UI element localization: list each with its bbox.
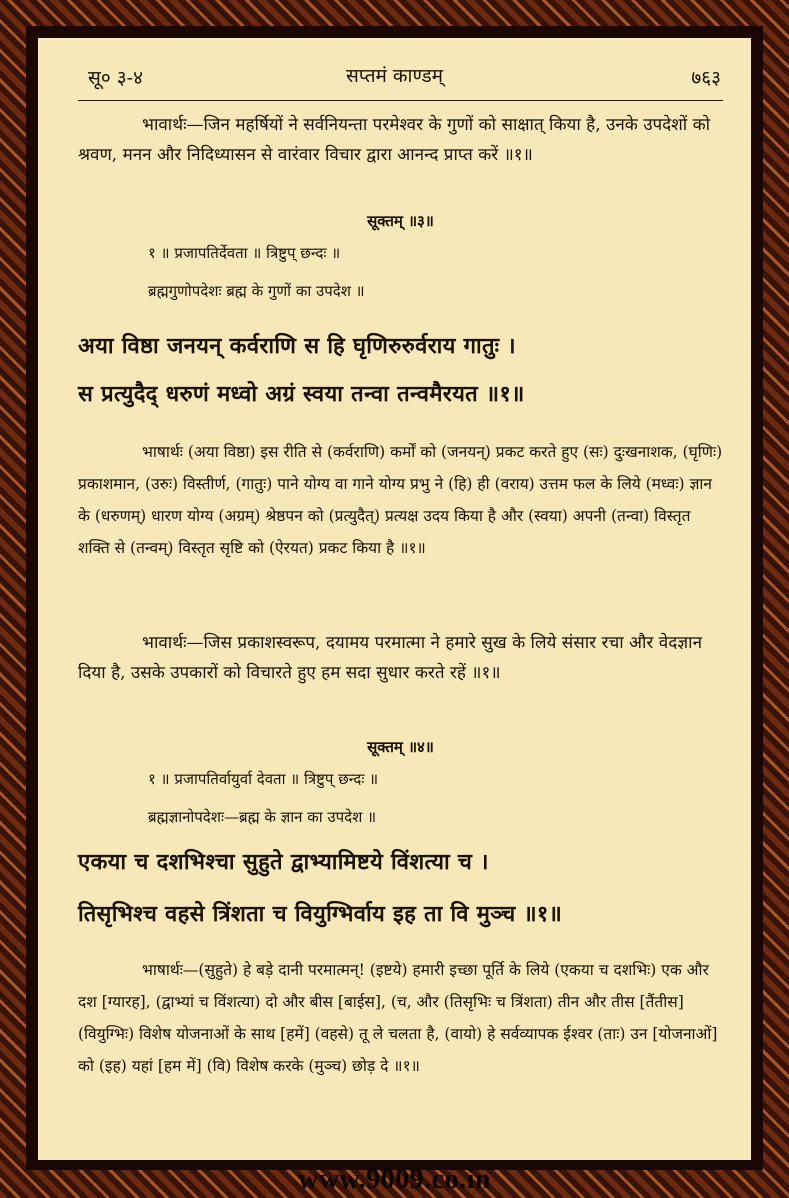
bhavartha-previous: भावार्थः—जिन महर्षियों ने सर्वनियन्ता परमेश्वर के गुणों को साक्षात् किया है, उनके उपदेशों को श्रवण, मनन और निदिध्यासन से वारंवार विचार द्वारा आनन्द प्राप्त करें ॥१॥ xyxy=(78,115,711,165)
sukta-3-upadesh: ब्रह्मगुणोपदेशः ब्रह्म के गुणों का उपदेश ॥ xyxy=(148,282,365,300)
site-logo[interactable]: www.9009.co.in xyxy=(298,1164,491,1195)
document-page xyxy=(38,38,751,1160)
sukta-4-devata: १ ॥ प्रजापतिर्वायुर्वा देवता ॥ त्रिष्टुप् छन्दः ॥ xyxy=(148,770,379,788)
sukta-3-mantra-line-2: स प्रत्युदैद् धरुणं मध्वो अग्रं स्वया तन्वा तन्वमैरयत ॥१॥ xyxy=(78,381,525,407)
sukta-4-title: सूक्तम् ॥४॥ xyxy=(367,738,434,756)
header-page-number: ७६३ xyxy=(691,67,721,89)
header-rule xyxy=(78,100,723,101)
header-sutra-range: सू० ३-४ xyxy=(88,67,143,89)
sukta-4-bhashartha: भाषार्थः—(सुहुते) हे बड़े दानी परमात्मन्! (इष्टये) हमारी इच्छा पूर्ति के लिये (एकया च दशभिः) एक और दश [ग्यारह], (द्वाभ्यां च विंशत्या) दो और बीस [बाईस], (च, और (तिसृभिः च त्रिंशता) तीन और तीस [तैंतीस] (वियुग्भिः) विशेष योजनाओं के साथ [हमें] (वहसे) तू ले चलता है, (वायो) हे सर्वव्यापक ईश्वर (ताः) उन [योजनाओं] को (इह) यहां [हम में] (वि) विशेष करके (मुञ्च) छोड़ दे ॥१॥ xyxy=(78,961,718,1075)
header-title: सप्तमं काण्डम् xyxy=(346,65,443,87)
sukta-4-mantra-line-1: एकया च दशभिश्चा सुहुते द्वाभ्यामिष्टये विंशत्या च । xyxy=(78,849,489,875)
sukta-3-title: सूक्तम् ॥३॥ xyxy=(367,212,434,230)
sukta-3-bhashartha: भाषार्थः (अया विष्ठा) इस रीति से (कर्वराणि) कर्मों को (जनयन्) प्रकट करते हुए (सः) दुःखनाशक, (घृणिः) प्रकाशमान, (उरुः) विस्तीर्ण, (गातुः) पाने योग्य वा गाने योग्य प्रभु ने (हि) ही (वराय) उत्तम फल के लिये (मध्वः) ज्ञान के (धरुणम्) धारण योग्य (अग्रम्) श्रेष्ठपन को (प्रत्युदैत्) प्रत्यक्ष उदय किया है और (स्वया) अपनी (तन्वा) विस्तृत शक्ति से (तन्वम्) विस्तृत सृष्टि को (ऐरयत) प्रकट किया है ॥१॥ xyxy=(78,443,723,557)
sukta-3-mantra-line-1: अया विष्ठा जनयन् कर्वराणि स हि घृणिरुरुर्वराय गातुः । xyxy=(78,333,516,359)
sukta-3-devata: १ ॥ प्रजापतिर्देवता ॥ त्रिष्टुप् छन्दः ॥ xyxy=(148,244,341,262)
sukta-3-bhavartha: भावार्थः—जिस प्रकाशस्वरूप, दयामय परमात्मा ने हमारे सुख के लिये संसार रचा और वेदज्ञान दिया है, उसके उपकारों को विचारते हुए हम सदा सुधार करते रहें ॥१॥ xyxy=(78,633,703,683)
footer-bar xyxy=(0,1160,789,1198)
page-header xyxy=(38,38,751,88)
sukta-4-mantra-line-2: तिसृभिश्च वहसे त्रिंशता च वियुग्भिर्वाय इह ता वि मुञ्च ॥१॥ xyxy=(78,901,563,927)
sukta-4-upadesh: ब्रह्मज्ञानोपदेशः—ब्रह्म के ज्ञान का उपदेश ॥ xyxy=(148,808,377,826)
